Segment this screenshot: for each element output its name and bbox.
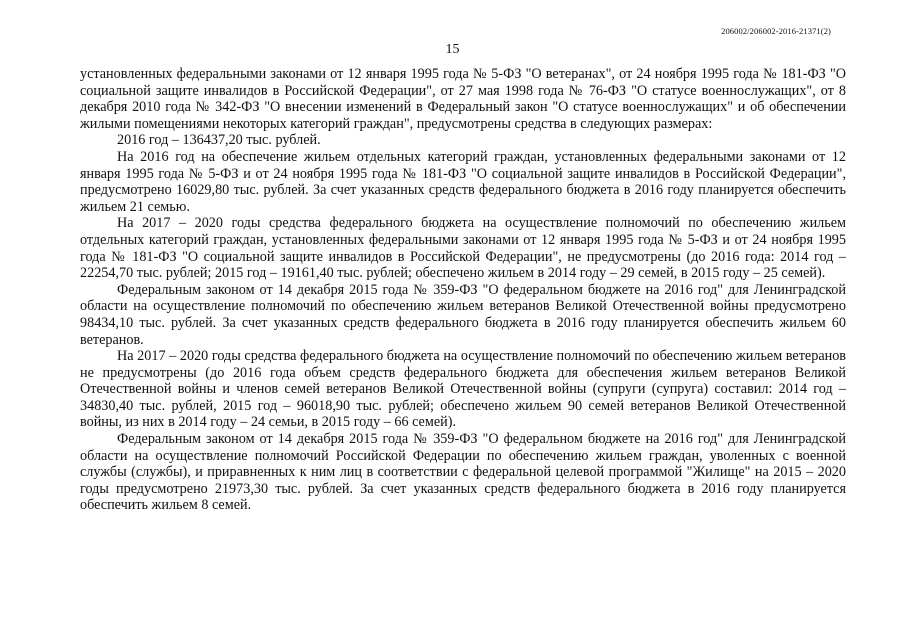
page-number: 15 <box>445 42 460 57</box>
paragraph: Федеральным законом от 14 декабря 2015 года № 359-ФЗ "О федеральном бюджете на 2016 год" для Ленинградской области на осуществление полномочий Российской Федерации по обеспечению жильем граждан, уволенных с военной службы (службы), и приравненных к ним лиц в соответствии с федеральной целевой программой "Жилище" на 2015 – 2020 годы предусмотрено 21973,30 тыс. рублей. За счет указанных средств федерального бюджета в 2016 году планируется обеспечить жильем 8 семей. <box>80 431 846 514</box>
paragraph: Федеральным законом от 14 декабря 2015 года № 359-ФЗ "О федеральном бюджете на 2016 год" для Ленинградской области на осуществление полномочий по обеспечению жильем ветеранов Великой Отечественной войны предусмотрено 98434,10 тыс. рублей. За счет указанных средств федерального бюджета в 2016 году планируется обеспечить жильем 60 ветеранов. <box>80 281 846 348</box>
document-id: 206002/206002-2016-21371(2) <box>721 26 831 36</box>
document-body <box>80 66 846 514</box>
paragraph: На 2017 – 2020 годы средства федерального бюджета на осуществление полномочий по обеспечению жильем отдельных категорий граждан, установленных федеральными законами от 12 января 1995 года № 5-ФЗ и от 24 ноября 1995 года № 181-ФЗ "О социальной защите инвалидов в Российской Федерации", не предусмотрены (до 2016 года: 2014 год – 22254,70 тыс. рублей; 2015 год – 19161,40 тыс. рублей; обеспечено жильем в 2014 году – 29 семей, в 2015 году – 25 семей). <box>80 215 846 282</box>
paragraph: 2016 год – 136437,20 тыс. рублей. <box>117 132 321 149</box>
paragraph: На 2017 – 2020 годы средства федерального бюджета на осуществление полномочий по обеспечению жильем ветеранов не предусмотрены (до 2016 года объем средств федерального бюджета для обеспечения жильем ветеранов Великой Отечественной войны и членов семей ветеранов Великой Отечественной войны (супруги (супруга) составил: 2014 год – 34830,40 тыс. рублей, 2015 год – 96018,90 тыс. рублей; обеспечено жильем 90 семей ветеранов Великой Отечественной войны, из них в 2014 году – 24 семьи, в 2015 году – 66 семей). <box>80 348 846 431</box>
paragraph: установленных федеральными законами от 12 января 1995 года № 5-ФЗ "О ветеранах", от 24 ноября 1995 года № 181-ФЗ "О социальной защите инвалидов в Российской Федерации", от 27 мая 1998 года № 76-ФЗ "О статусе военнослужащих", от 8 декабря 2010 года № 342-ФЗ "О внесении изменений в Федеральный закон "О статусе военнослужащих" и об обеспечении жилыми помещениями некоторых категорий граждан", предусмотрены средства в следующих размерах: <box>80 66 846 132</box>
paragraph: На 2016 год на обеспечение жильем отдельных категорий граждан, установленных федеральными законами от 12 января 1995 года № 5-ФЗ и от 24 ноября 1995 года № 181-ФЗ "О социальной защите инвалидов в Российской Федерации", предусмотрено 16029,80 тыс. рублей. За счет указанных средств федерального бюджета в 2016 году планируется обеспечить жильем 21 семью. <box>80 148 846 215</box>
